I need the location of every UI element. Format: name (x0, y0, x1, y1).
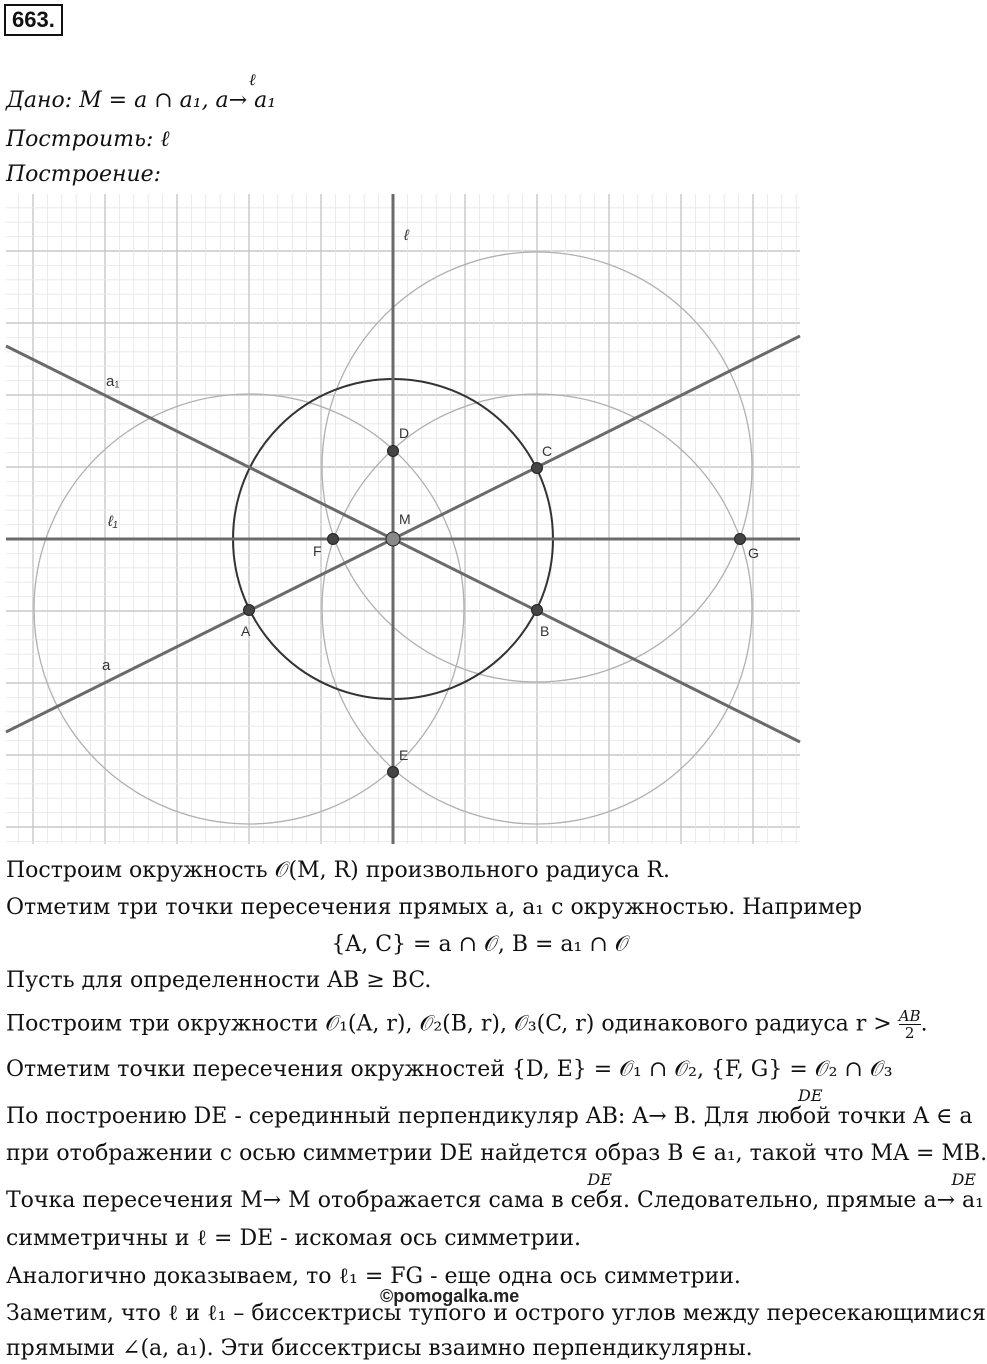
text-line-5 (6, 1008, 928, 1041)
watermark: ©pomogalka.me (380, 1286, 520, 1306)
text-line-7-a: По построению DE - серединный перпендикуляр AB: A (6, 1104, 649, 1129)
label-point-d: D (399, 425, 410, 441)
label-point-g: G (748, 545, 759, 561)
label-point-c: C (542, 443, 553, 459)
label-a1: a₁ (106, 373, 120, 390)
label-a: a (102, 657, 111, 674)
construct-label: Построить (6, 127, 146, 152)
construct-text: ℓ (160, 127, 170, 152)
point-c (532, 463, 543, 474)
label-point-m: M (399, 511, 411, 527)
problem-number: 663. (4, 4, 63, 36)
arrow-de-3 (936, 1170, 984, 1213)
given-text: M = a ∩ a₁, a (79, 88, 229, 113)
point-f (328, 534, 339, 545)
point-b (532, 605, 543, 616)
text-line-5-end: . (920, 1011, 928, 1037)
arrow-de-2 (262, 1170, 937, 1213)
given-line: Дано: M = a ∩ a₁, a ℓ → a₁ (6, 70, 277, 113)
text-line-11: Аналогично доказываем, то ℓ₁ = FG - еще одна ось симметрии. (6, 1264, 741, 1289)
text-line-8: при отображении с осью симметрии DE найдется образ B ∈ a₁, такой что MA = MB. (6, 1141, 987, 1166)
text-line-6: Отметим точки пересечения окружностей {D, E} = 𝒪₁ ∩ 𝒪₂, {F, G} = 𝒪₂ ∩ 𝒪₃ (6, 1057, 893, 1082)
fraction-bottom: 2 (904, 1024, 915, 1042)
mapping-arrow-target: → a₁ (228, 88, 277, 113)
point-e (388, 767, 399, 778)
point-m (386, 532, 400, 546)
label-l: ℓ (404, 227, 409, 244)
point-d (388, 446, 399, 457)
construction-line: Построение: (6, 162, 162, 187)
text-line-10: симметричны и ℓ = DE - искомая ось симметрии. (6, 1226, 582, 1251)
text-line-13: прямыми ∠(a, a₁). Эти биссектрисы взаимно перпендикулярны. (6, 1336, 753, 1361)
construction-label: Построение (6, 162, 154, 187)
mapping-arrow-label: ℓ (249, 70, 256, 89)
fraction-ab-2 (899, 1008, 921, 1041)
given-label: Дано (6, 88, 65, 113)
label-point-b: B (540, 623, 550, 639)
point-g (735, 534, 746, 545)
text-line-5-main: Построим три окружности 𝒪₁(A, r), 𝒪₂(B, r), 𝒪₃(C, r) одинакового радиуса r > (6, 1011, 892, 1037)
text-line-2: Отметим три точки пересечения прямых a, a₁ с окружностью. Например (6, 895, 863, 920)
text-line-9 (6, 1170, 984, 1213)
text-line-12: Заметим, что ℓ и ℓ₁ – биссектрисы тупого и острого углов между пересекающимися (6, 1301, 986, 1326)
text-line-3: {A, C} = a ∩ 𝒪, B = a₁ ∩ 𝒪 (331, 932, 629, 957)
fraction-top: AB (898, 1007, 921, 1025)
label-point-f: F (313, 543, 322, 559)
text-line-9-a: Точка пересечения M (6, 1188, 263, 1213)
label-point-a: A (241, 623, 251, 639)
arrow-de-1 (648, 1086, 973, 1129)
text-line-9-b: → M отображается сама в себя. Следовательно, прямые a (262, 1188, 937, 1213)
text-line-9-c: → a₁ (936, 1188, 984, 1213)
label-point-e: E (399, 747, 409, 763)
text-line-1: Построим окружность 𝒪(M, R) произвольного радиуса R. (6, 858, 670, 883)
point-a (244, 605, 255, 616)
construction-figure (0, 194, 808, 844)
construct-line: Построить: ℓ (6, 127, 170, 152)
text-line-7-b: → B. Для любой точки A ∈ a (648, 1104, 973, 1129)
arrow-de-3-label: DE (951, 1170, 976, 1189)
arrow-de-2-label: DE (587, 1170, 612, 1189)
mapping-arrow (228, 70, 277, 113)
text-line-4: Пусть для определенности AB ≥ BC. (6, 968, 432, 993)
text-line-7 (6, 1086, 973, 1129)
arrow-de-1-label: DE (798, 1086, 823, 1105)
label-l1: ℓ₁ (108, 513, 118, 530)
